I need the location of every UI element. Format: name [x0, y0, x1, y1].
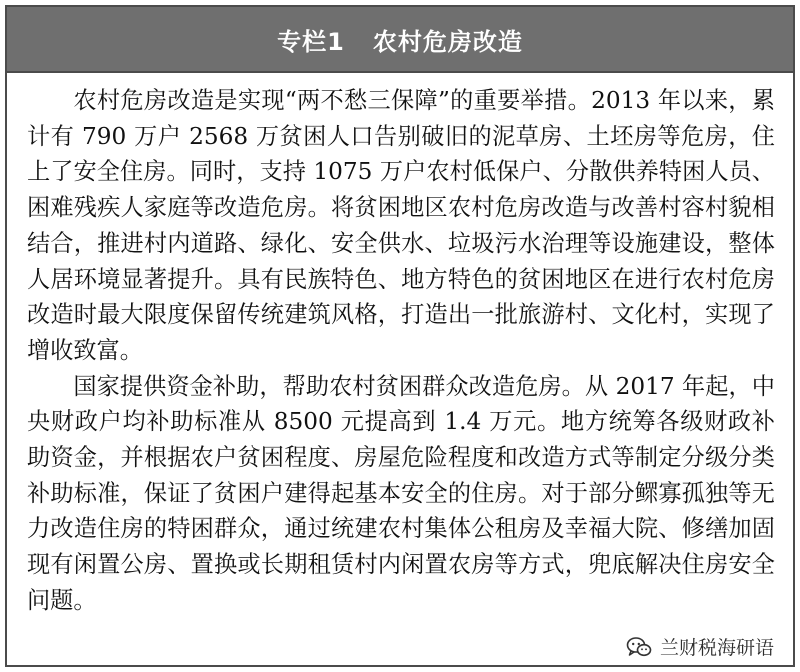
- wechat-icon: [626, 636, 652, 658]
- box-label: 专栏1: [277, 27, 345, 56]
- watermark-text: 兰财税海研语: [659, 637, 774, 659]
- box-header: [7, 7, 793, 73]
- watermark: [624, 633, 776, 660]
- feature-box: [5, 5, 795, 667]
- paragraph: 农村危房改造是实现“两不愁三保障”的重要举措。2013 年以来，累计有 790 万户 2568 万贫困人口告别破旧的泥草房、土坯房等危房，住上了安全住房。同时，支持 1075 万户农村低保户、分散供养特困人员、困难残疾人家庭等改造危房。将贫困地区农村危房改造与改善村容村貌相结合，推进村内道路、绿化、安全供水、垃圾污水治理等设施建设，整体人居环境显著提升。具有民族特色、地方特色的贫困地区在进行农村危房改造时最大限度保留传统建筑风格，打造出一批旅游村、文化村，实现了增收致富。: [27, 87, 775, 364]
- paragraph: 国家提供资金补助，帮助农村贫困群众改造危房。从 2017 年起，中央财政户均补助标准从 8500 元提高到 1.4 万元。地方统筹各级财政补助资金，并根据农户贫困程度、房屋危险程度和改造方式等制定分级分类补助标准，保证了贫困户建得起基本安全的住房。对于部分鳏寡孤独等无力改造住房的特困群众，通过统建农村集体公租房及幸福大院、修缮加固现有闲置公房、置换或长期租赁村内闲置农房等方式，兜底解决住房安全问题。: [27, 372, 775, 614]
- box-body: [7, 73, 793, 619]
- box-title: 农村危房改造: [372, 27, 523, 56]
